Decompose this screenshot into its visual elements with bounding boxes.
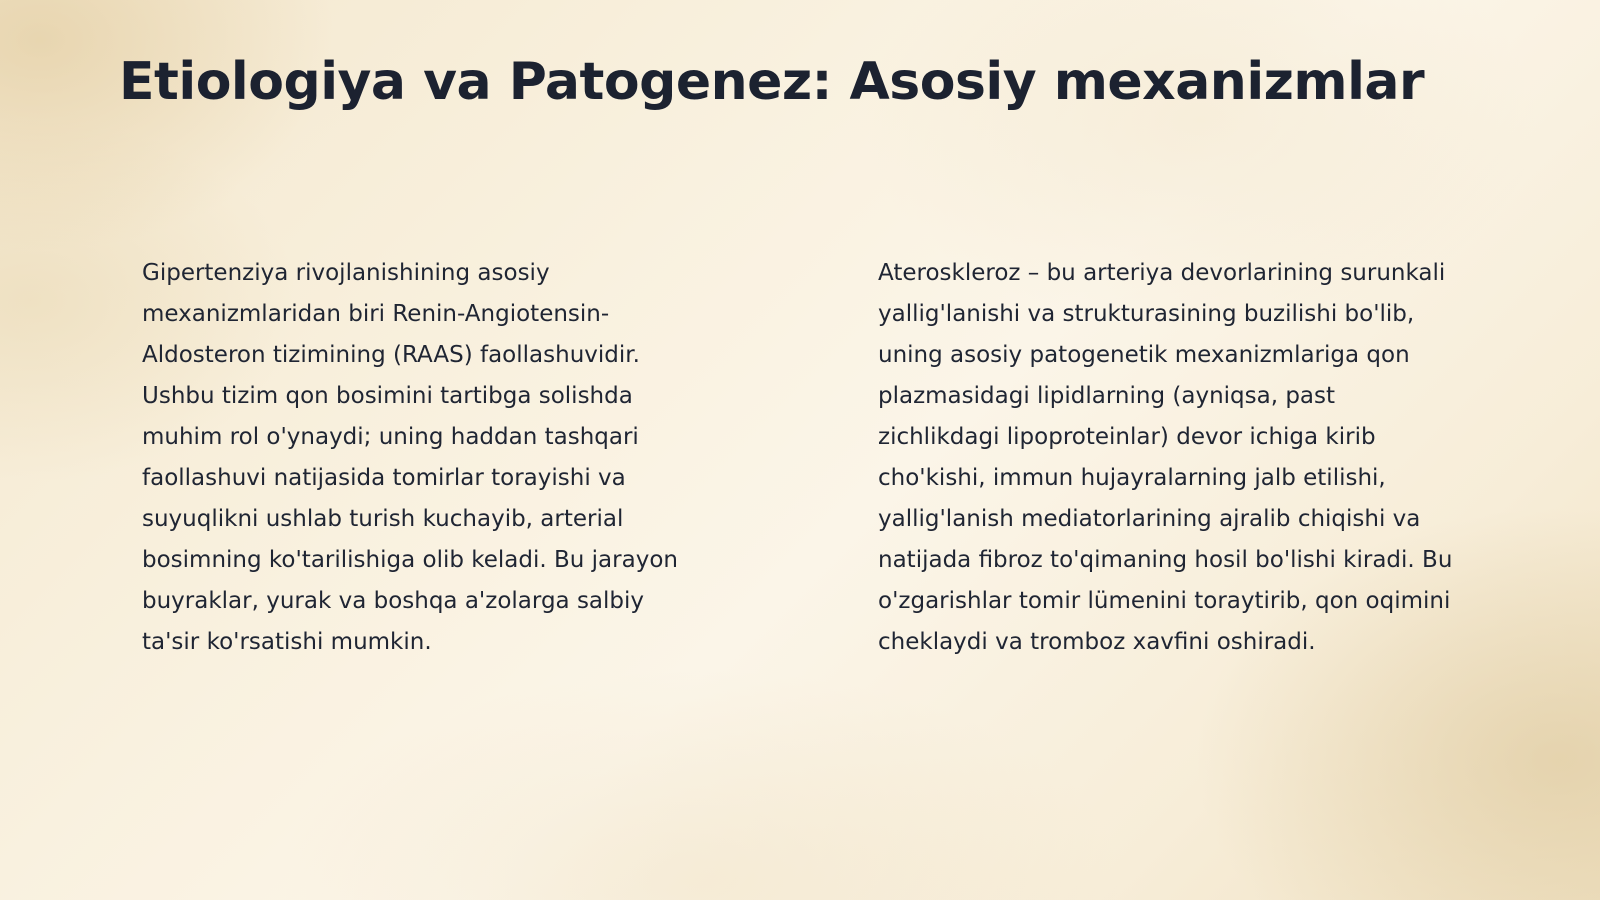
right-column-text: Ateroskleroz – bu arteriya devorlarining surunkali yallig'lanishi va strukturasining buzilishi bo'lib, uning asosiy patogenetik mexanizmlariga qon plazmasidagi lipidlarning (ayniqsa, past zichlikdagi lipoproteinlar) devor ichiga kirib cho'kishi, immun hujayralarning jalb etilishi, yallig'lanish mediatorlarining ajralib chiqishi va natijada fibroz to'qimaning hosil bo'lishi kiradi. Bu o'zgarishlar tomir lümenini toraytirib, qon oqimini cheklaydi va tromboz xavfini oshiradi. [878, 260, 1453, 655]
slide-title: Etiologiya va Patogenez: Asosiy mexanizmlar [119, 52, 1425, 112]
left-column-text: Gipertenziya rivojlanishining asosiy mexanizmlaridan biri Renin-Angiotensin-Aldosteron tizimining (RAAS) faollashuvidir. Ushbu tizim qon bosimini tartibga solishda muhim rol o'ynaydi; uning haddan tashqari faollashuvi natijasida tomirlar torayishi va suyuqlikni ushlab turish kuchayib, arterial bosimning ko'tarilishiga olib keladi. Bu jarayon buyraklar, yurak va boshqa a'zolarga salbiy ta'sir ko'rsatishi mumkin. [142, 260, 678, 655]
